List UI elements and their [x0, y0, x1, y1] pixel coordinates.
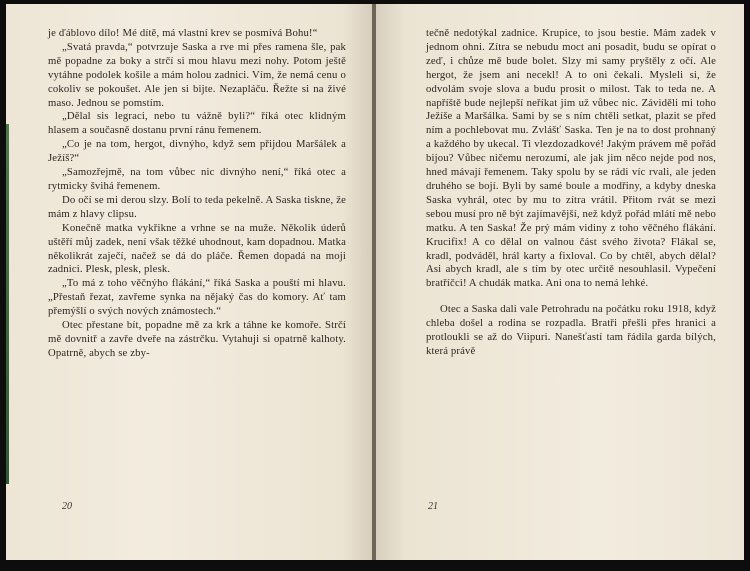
page-number: 21 [428, 501, 438, 512]
paragraph: „To má z toho věčnýho flákání,“ říká Saska a pouští mi hlavu. „Přestaň řezat, zavřeme synka na nějaký čas do komory. Ať tam přemýšlí o svých nových známostech.“ [48, 277, 346, 318]
right-page [376, 4, 744, 560]
paragraph: tečně nedotýkal zadnice. Krupice, to jsou bestie. Mám zadek v jednom ohni. Zítra se nebudu moct ani posadit, budu se opírat o zeď, i chůze mě bude bolet. Slzy mi samy pryštěly z očí. Ale hergot, že jsem ani necekl! A to oni čekali. Mysleli si, že odvolám svoje slova a budu prosit o milost. Tak to teda ne. A napříště bude nejlepší neříkat jim už vůbec nic. Záviděli mi toho Ježíše a Maršálka. Sami by se s ním chtěli setkat, plazit se před ním a pochlebovat mu. Zvlášť Saska. Ten je na to dost prohnaný a každého by ukecal. Ti vlezdozadkové! Jakým právem mě pořád bijou? Vůbec ničemu nerozumí, ale jak jim něco nejde pod nos, hned mávají řemenem. Taky spolu by se rádi víc rvali, ale jeden druhého se bojí. Byli by samé boule a modřiny, a kdyby dneska Saska vyhrál, otec by mu to zítra vrátil. Přitom rvát se mezi sebou musí pro ně být zajímavější, než když pořád mlátí mě nebo matku. A ten Saska! Že prý mám vidiny z toho věčného flákání. Krucifix! A co dělal on valnou část svého života? Flákal se, kradl, podváděl, hrál karty a fixloval. Co by chtěl, abych dělal? Asi abych kradl, ale s tím by otec určitě nesouhlasil. Vypečení bratříčci! A chudák matka. Ani ona to nemá lehké. [426, 27, 716, 290]
paragraph: „Samozřejmě, na tom vůbec nic divnýho není,“ říká otec a rytmicky švihá řemenem. [48, 166, 346, 192]
paragraph: „Co je na tom, hergot, divnýho, když sem přijdou Maršálek a Ježíš?“ [48, 138, 346, 165]
paragraph: „Svatá pravda,“ potvrzuje Saska a rve mi přes ramena šle, pak mě popadne za boky a strčí si mou hlavu mezi nohy. Potom ještě vytáhne podolek košile a mám holou zadnici. Vím, že nemá cenu o cokoliv se pokoušet. Ale jen si bijte. Nezapláču. Řežte si na živé maso. Jednou se pomstím. [48, 40, 346, 109]
right-page-text [426, 27, 716, 359]
paragraph: „Dělal sis legraci, nebo tu vážně byli?“ říká otec klidným hlasem a současně dostanu první ránu řemenem. [48, 110, 346, 137]
book-spread [6, 4, 744, 560]
paragraph: Konečně matka vykřikne a vrhne se na muže. Několik úderů uštěří můj zadek, není však těžké uhodnout, kam dopadnou. Matka několikrát zaječí, načež se dá do pláče. Řemen dopadá na moji zadnici. Plesk, plesk, plesk. [48, 221, 346, 276]
green-page-edge [6, 124, 9, 484]
left-page-text [48, 27, 346, 361]
paragraph: Otec přestane bít, popadne mě za krk a táhne ke komoře. Strčí mě dovnitř a zavře dveře na zástrčku. Vytahuji si opatrně kalhoty. Opatrně, abych se zby- [48, 319, 346, 359]
paragraph: Otec a Saska dali vale Petrohradu na počátku roku 1918, když chleba došel a rodina se rozpadla. Bratři přešli přes hranici a protloukli se až do Viipuri. Nanešťastí tam řádila garda bílých, která právě [426, 303, 716, 357]
left-page [6, 4, 372, 560]
paragraph: Do očí se mi derou slzy. Bolí to teda pekelně. A Saska tiskne, že mám z hlavy clipsu. [48, 193, 346, 220]
page-number: 20 [62, 501, 72, 512]
paragraph: je ďáblovo dílo! Mé dítě, má vlastní krev se posmívá Bohu!“ [48, 27, 318, 39]
